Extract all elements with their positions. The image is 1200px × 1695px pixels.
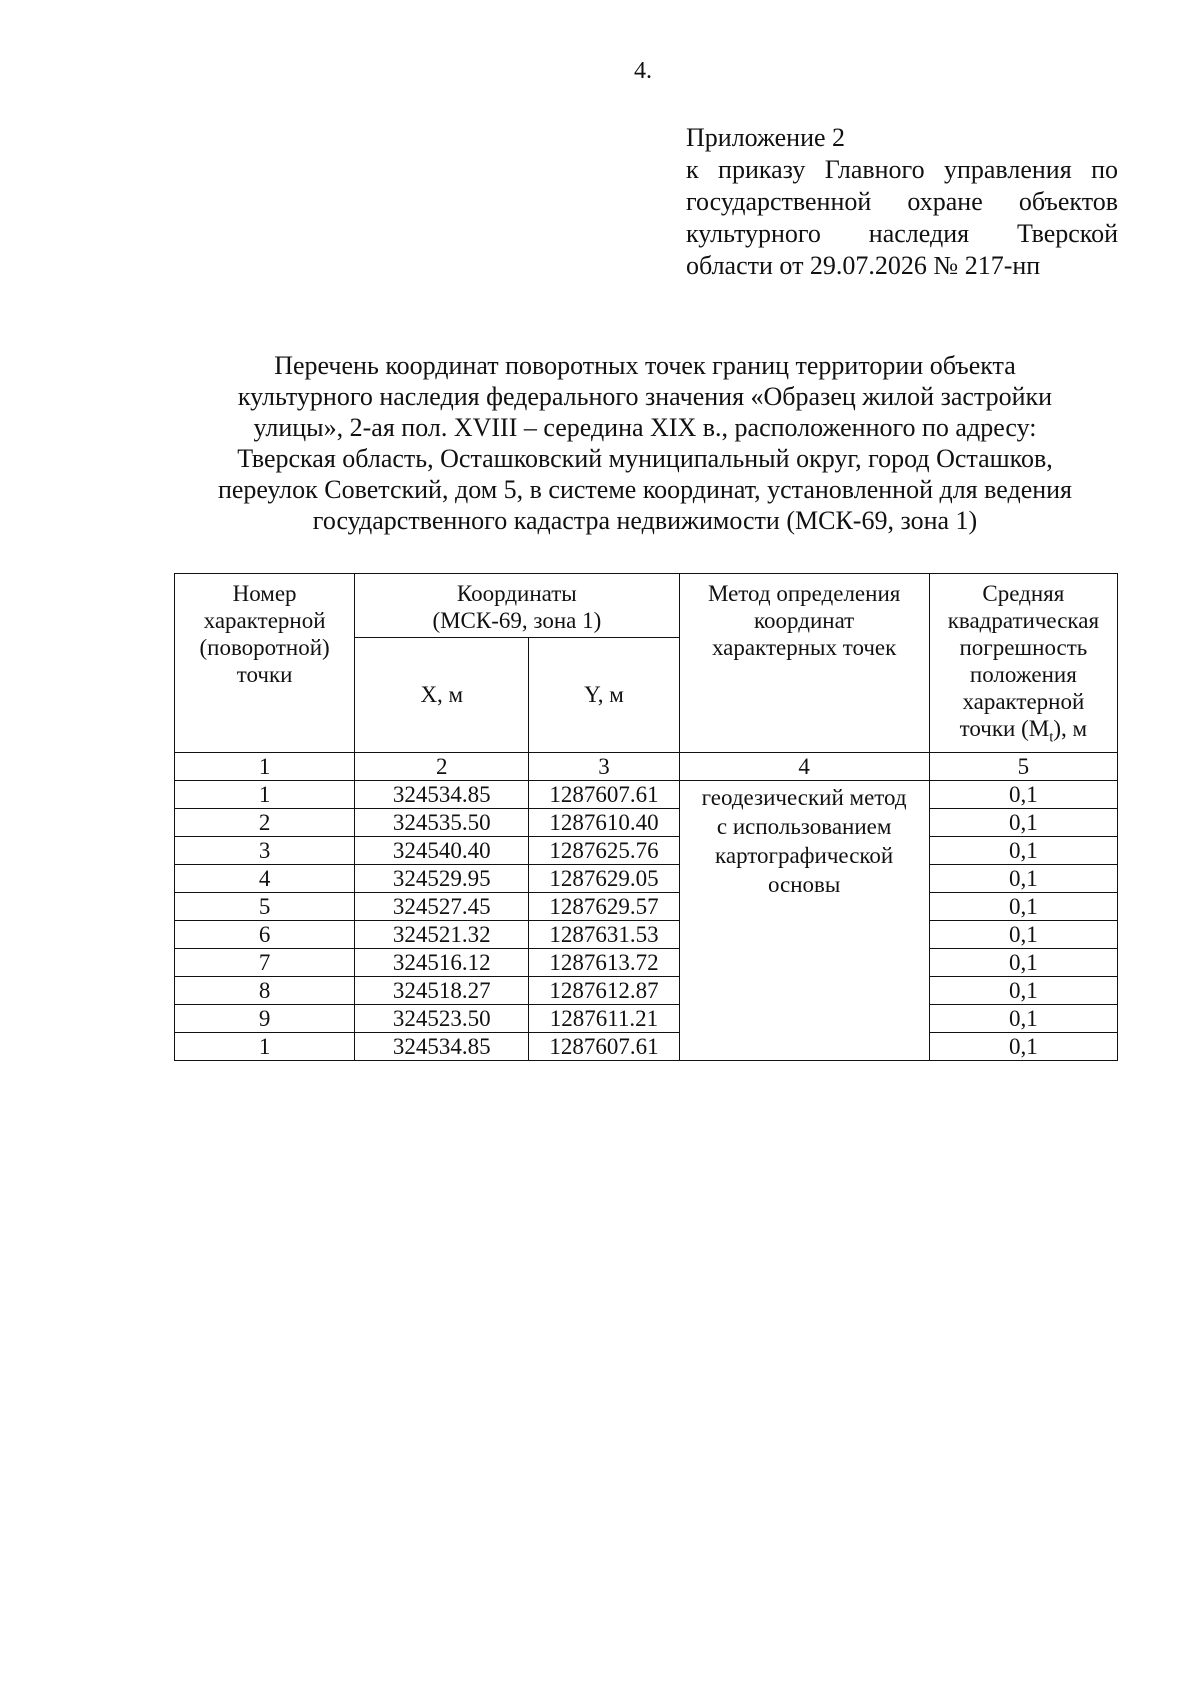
title-line: улицы», 2-ая пол. XVIII – середина XIX в., расположенного по адресу: xyxy=(253,413,1037,442)
header-text: квадратическая xyxy=(947,608,1100,633)
x-cell: 324529.95 xyxy=(355,864,529,892)
y-cell: 1287612.87 xyxy=(529,976,679,1004)
header-text: характерной xyxy=(203,608,326,633)
header-text: положения xyxy=(969,662,1077,687)
y-cell: 1287611.21 xyxy=(529,1004,679,1032)
header-text: Средняя xyxy=(982,581,1065,606)
header-y: Y, м xyxy=(529,638,679,753)
point-number-cell: 7 xyxy=(175,948,355,976)
x-cell: 324534.85 xyxy=(355,1032,529,1060)
x-cell: 324527.45 xyxy=(355,892,529,920)
error-cell: 0,1 xyxy=(929,892,1117,920)
y-cell: 1287629.05 xyxy=(529,864,679,892)
x-cell: 324516.12 xyxy=(355,948,529,976)
column-number: 5 xyxy=(929,752,1117,780)
point-number-cell: 2 xyxy=(175,808,355,836)
point-number-cell: 1 xyxy=(175,780,355,808)
error-cell: 0,1 xyxy=(929,808,1117,836)
table-row xyxy=(175,1004,1118,1032)
header-text: ), м xyxy=(1053,716,1088,741)
table-row xyxy=(175,864,1118,892)
page-number: 4. xyxy=(634,58,652,84)
coordinates-table xyxy=(174,573,1118,1061)
title-line: государственного кадастра недвижимости (МСК-69, зона 1) xyxy=(312,506,978,535)
annex-block xyxy=(686,122,1118,282)
annex-title: Приложение 2 xyxy=(686,123,846,152)
header-text: (МСК-69, зона 1) xyxy=(432,608,602,633)
table-row xyxy=(175,920,1118,948)
x-cell: 324521.32 xyxy=(355,920,529,948)
column-numbers-row xyxy=(175,752,1118,780)
table-row xyxy=(175,836,1118,864)
y-cell: 1287607.61 xyxy=(529,780,679,808)
y-cell: 1287629.57 xyxy=(529,892,679,920)
error-cell: 0,1 xyxy=(929,836,1117,864)
table-row xyxy=(175,976,1118,1004)
y-cell: 1287613.72 xyxy=(529,948,679,976)
y-cell: 1287631.53 xyxy=(529,920,679,948)
y-cell: 1287607.61 xyxy=(529,1032,679,1060)
point-number-cell: 9 xyxy=(175,1004,355,1032)
header-text: Номер xyxy=(232,581,297,606)
y-cell: 1287610.40 xyxy=(529,808,679,836)
y-cell: 1287625.76 xyxy=(529,836,679,864)
table-row xyxy=(175,892,1118,920)
error-cell: 0,1 xyxy=(929,1032,1117,1060)
method-text: картографической xyxy=(715,842,894,868)
table-header-row xyxy=(175,574,1118,638)
annex-date-number: области от 29.07.2026 № 217-нп xyxy=(686,251,1041,280)
x-cell: 324534.85 xyxy=(355,780,529,808)
table-row xyxy=(175,808,1118,836)
document-title xyxy=(165,350,1125,536)
header-text: координат xyxy=(754,608,855,633)
header-text: Координаты xyxy=(456,581,577,606)
title-line: культурного наследия федерального значения «Образец жилой застройки xyxy=(237,382,1053,411)
error-cell: 0,1 xyxy=(929,920,1117,948)
table-row xyxy=(175,1032,1118,1060)
method-text: основы xyxy=(767,871,841,897)
method-text: геодезический метод xyxy=(701,784,907,810)
table-row xyxy=(175,780,1118,808)
header-method xyxy=(679,574,929,753)
header-text: погрешность xyxy=(959,635,1088,660)
error-cell: 0,1 xyxy=(929,948,1117,976)
title-line: Перечень координат поворотных точек границ территории объекта xyxy=(274,351,1016,380)
header-text: точки xyxy=(236,662,293,687)
annex-line: к приказу Главного управления по xyxy=(686,155,1118,184)
header-coordinates xyxy=(355,574,679,638)
header-text: характерной xyxy=(962,689,1085,714)
x-cell: 324540.40 xyxy=(355,836,529,864)
error-cell: 0,1 xyxy=(929,780,1117,808)
header-text: точки (M xyxy=(959,716,1050,741)
column-number: 1 xyxy=(175,752,355,780)
point-number-cell: 4 xyxy=(175,864,355,892)
x-cell: 324523.50 xyxy=(355,1004,529,1032)
annex-line: государственной охране объектов xyxy=(686,187,1118,216)
header-text: Метод определения xyxy=(707,581,901,606)
method-text: с использованием xyxy=(716,813,892,839)
header-text-last xyxy=(934,715,1113,752)
point-number-cell: 3 xyxy=(175,836,355,864)
point-number-cell: 6 xyxy=(175,920,355,948)
annex-line: культурного наследия Тверской xyxy=(686,219,1118,248)
error-cell: 0,1 xyxy=(929,864,1117,892)
point-number-cell: 5 xyxy=(175,892,355,920)
header-x: X, м xyxy=(355,638,529,753)
title-line: Тверская область, Осташковский муниципальный округ, город Осташков, xyxy=(237,444,1053,473)
method-cell xyxy=(679,780,929,1060)
header-text: (поворотной) xyxy=(199,635,330,660)
error-cell: 0,1 xyxy=(929,1004,1117,1032)
column-number: 4 xyxy=(679,752,929,780)
point-number-cell: 8 xyxy=(175,976,355,1004)
header-error xyxy=(929,574,1117,753)
point-number-cell: 1 xyxy=(175,1032,355,1060)
header-point-number xyxy=(175,574,355,753)
title-line: переулок Советский, дом 5, в системе координат, установленной для ведения xyxy=(217,475,1073,504)
x-cell: 324518.27 xyxy=(355,976,529,1004)
column-number: 3 xyxy=(529,752,679,780)
column-number: 2 xyxy=(355,752,529,780)
header-text: характерных точек xyxy=(711,635,897,660)
table-row xyxy=(175,948,1118,976)
x-cell: 324535.50 xyxy=(355,808,529,836)
header-subscript: t xyxy=(1049,729,1054,746)
error-cell: 0,1 xyxy=(929,976,1117,1004)
